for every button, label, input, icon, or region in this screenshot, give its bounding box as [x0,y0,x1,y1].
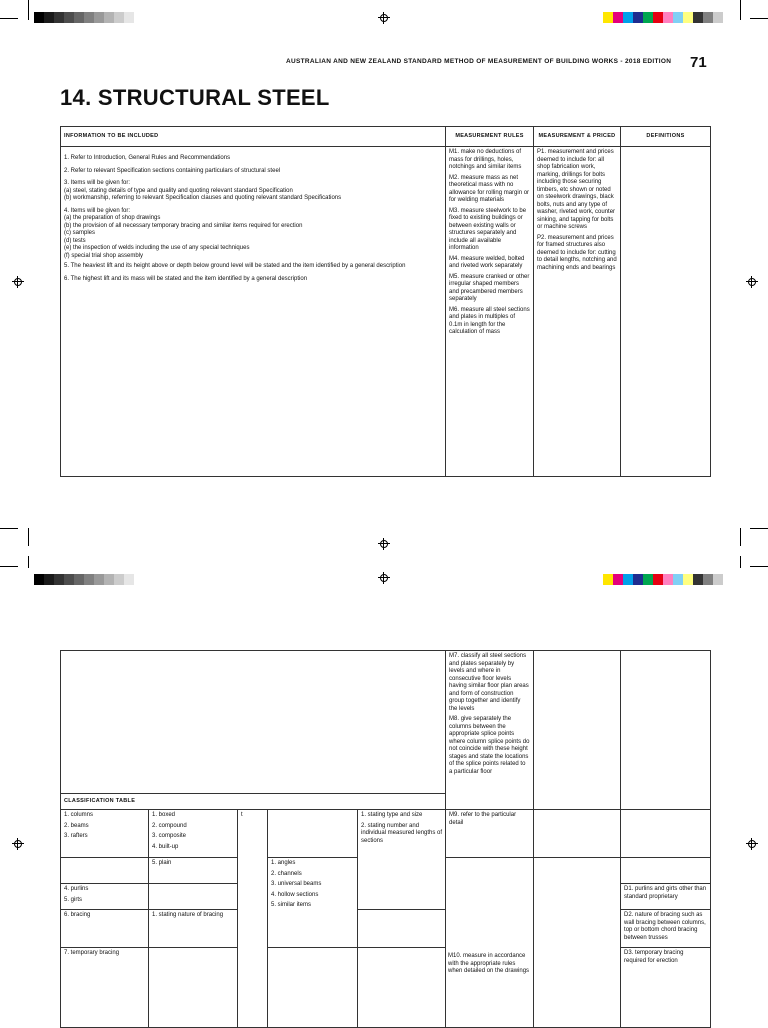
class-item: 4. purlins [64,886,89,892]
priced-p2: P2. measurement and prices for framed structures also deemed to include for: cutting to detail lengths, notching and machining ends and bearings [537,234,617,271]
definition-d2: D2. nature of bracing such as wall bracing between columns, top or bottom chord bracing between trusses [621,910,711,948]
info-line: (a) the preparation of shop drawings [64,215,161,221]
classification-table [60,650,711,1028]
grey-swatch [44,574,54,585]
info-line: 3. Items will be given for: [64,180,131,186]
rule-m10: M10. measure in accordance with the appropriate rules when detailed on the drawings [448,953,530,974]
info-line: (d) tests [64,237,86,244]
colour-swatch [643,12,653,23]
rule-m1: M1. make no deductions of mass for drillings, holes, notchings and similar items [449,149,522,170]
rules-cell [446,147,534,477]
info-line: 6. The highest lift and its mass will be stated and the item identified by a general description [64,275,308,282]
definitions-cell [621,651,711,810]
colour-swatch [683,574,693,585]
info-line: 2. Refer to relevant Specification sections containing particulars of structural steel [64,167,281,174]
rule-m5: M5. measure cranked or other irregular shaped members and precambered members separately [449,273,530,302]
registration-mark-icon [12,838,24,850]
grey-swatch [74,574,84,585]
grey-swatch [84,574,94,585]
colour-swatch [673,12,683,23]
grey-swatch [84,12,94,23]
priced-p1: P1. measurement and prices deemed to include for: all shop fabrication work, marking, drillings for bolts including those securing timbers, etc shown or noted on steelwork drawings, black bolts, nuts and any type of washer, riveted work, counter sinking, and tapping for bolts or machine screws [537,149,616,230]
colour-swatch [623,574,633,585]
class-item: 5. similar items [271,902,312,908]
process-colour-bar-lower [603,574,723,585]
class-col2-cell [149,948,238,1028]
grey-swatch [124,574,134,585]
class-item: 1. stating type and size [361,812,423,818]
classification-table-label: CLASSIFICATION TABLE [61,794,446,810]
registration-mark-icon [378,538,390,550]
rule-m4: M4. measure welded, bolted and riveted work separately [449,255,525,269]
colour-swatch [623,12,633,23]
colour-swatch [693,12,703,23]
colour-swatch [653,12,663,23]
grey-swatch [104,574,114,585]
column-header-priced: MEASUREMENT & PRICED [534,127,621,147]
info-line: (a) steel, stating details of type and quality and quoting relevant standard Specification [64,187,293,194]
class-col4-cell [268,948,358,1028]
class-item: 5. girts [64,896,83,903]
class-item: 4. hollow sections [271,891,319,898]
info-line: (b) workmanship, referring to relevant Specification clauses and quoting relevant standard Specifications [64,195,342,201]
purlins-cell [61,884,149,910]
class-item: 3. rafters [64,833,88,839]
class-item: 2. channels [271,870,302,877]
colour-swatch [703,574,713,585]
crop-mark [28,0,29,20]
registration-mark-icon [746,838,758,850]
colour-swatch [613,12,623,23]
rule-m8: M8. give separately the columns between the appropriate splice points where column splice points do not coincide with these height stages and state the locations of the splice points related to a particular floor [449,716,530,775]
grey-swatch [34,12,44,23]
crop-mark [28,556,29,568]
grey-swatch [44,12,54,23]
column-header-definitions: DEFINITIONS [621,127,711,147]
bracing-detail-cell: 1. stating nature of bracing [149,910,238,948]
crop-mark [750,18,768,19]
colour-swatch [603,12,613,23]
class-item: 2. compound [152,822,187,829]
definition-d3: D3. temporary bracing required for erection [621,948,711,1028]
class-col1-cell [61,858,149,884]
info-line: (c) samples [64,230,96,236]
rule-m7: M7. classify all steel sections and plates separately by levels and where in consecutive floor levels having similar floor plan areas and form of construction group together and identify the levels [449,653,529,712]
info-line: 4. Items will be given for: [64,207,131,214]
colour-swatch [613,574,623,585]
grey-swatch [94,12,104,23]
info-line: 1. Refer to Introduction, General Rules and Recommendations [64,155,231,161]
column-header-info: INFORMATION TO BE INCLUDED [61,127,446,147]
priced-cell [534,810,621,858]
column-header-rules: MEASUREMENT RULES [446,127,534,147]
colour-swatch [683,12,693,23]
class-col4-cell [268,810,358,858]
colour-swatch [653,574,663,585]
class-item: 3. composite [152,833,187,839]
class-col5-cell [358,948,446,1028]
grey-swatch [54,574,64,585]
rule-m9-cell: M9. refer to the particular detail [446,810,534,858]
class-item: 1. columns [64,812,94,818]
priced-blank-cell [534,858,621,1028]
crop-mark [0,566,18,567]
class-item: 2. stating number and individual measured lengths of sections [361,822,443,844]
class-col5-cell [358,810,446,910]
rule-m2: M2. measure mass as net theoretical mass with no allowance for rolling margin or for welding materials [449,174,530,203]
colour-swatch [633,574,643,585]
info-line: 5. The heaviest lift and its height above or depth below ground level will be stated and the item identified by a general description [64,263,406,269]
registration-mark-icon [378,12,390,24]
colour-swatch [713,12,723,23]
definition-d1: D1. purlins and girts other than standard proprietary [621,884,711,910]
registration-mark-icon [746,276,758,288]
colour-swatch [633,12,643,23]
definitions-cell [621,858,711,884]
bracing-cell: 6. bracing [61,910,149,948]
greyscale-colour-bar-top [34,12,134,23]
class-col1-cell [61,810,149,858]
definitions-cell [621,147,711,477]
priced-cell [534,147,621,477]
crop-mark [750,566,768,567]
info-line: (f) special trial shop assembly [64,252,144,259]
page-number: 71 [690,54,707,71]
definitions-cell [621,810,711,858]
class-item: 3. universal beams [271,881,322,887]
colour-swatch [713,574,723,585]
blank-upper-cell [61,651,446,794]
crop-mark [740,528,741,546]
class-item: 1. angles [271,860,296,866]
rule-m6: M6. measure all steel sections and plates in multiples of 0.1m in length for the calculation of mass [449,306,530,335]
crop-mark [0,18,18,19]
grey-swatch [54,12,64,23]
rules-blank-cell [446,858,534,1028]
registration-mark-icon [378,572,390,584]
grey-swatch [104,12,114,23]
colour-swatch [693,574,703,585]
info-line: (e) the inspection of welds including the use of any special techniques [64,245,250,251]
grey-swatch [114,12,124,23]
grey-swatch [124,12,134,23]
crop-mark [0,528,18,529]
rules-m7-m8-cell [446,651,534,810]
class-col2-cell [149,810,238,858]
rule-m3: M3. measure steelwork to be fixed to existing buildings or between existing walls or structures separately and include all available information [449,207,527,251]
greyscale-colour-bar-lower [34,574,134,585]
crop-mark [750,528,768,529]
class-plain-cell: 5. plain [149,858,238,884]
measurement-table-main [60,126,711,477]
colour-swatch [703,12,713,23]
temp-bracing-cell: 7. temporary bracing [61,948,149,1028]
class-col2-cell [149,884,238,910]
grey-swatch [94,574,104,585]
info-cell [61,147,446,477]
running-title: AUSTRALIAN AND NEW ZEALAND STANDARD METHOD OF MEASUREMENT OF BUILDING WORKS - 2018 EDITION [286,58,672,65]
crop-mark [740,0,741,20]
grey-swatch [34,574,44,585]
colour-swatch [663,574,673,585]
colour-swatch [603,574,613,585]
colour-swatch [663,12,673,23]
grey-swatch [64,12,74,23]
grey-swatch [74,12,84,23]
colour-swatch [673,574,683,585]
class-item: 1. boxed [152,812,176,818]
unit-cell: t [238,810,268,1028]
class-item: 2. beams [64,822,89,829]
grey-swatch [64,574,74,585]
section-types-cell [268,858,358,948]
colour-swatch [643,574,653,585]
crop-mark [28,528,29,546]
section-title: 14. STRUCTURAL STEEL [60,85,330,110]
grey-swatch [114,574,124,585]
class-col5-cell [358,910,446,948]
crop-mark [740,556,741,568]
priced-cell [534,651,621,810]
info-line: (b) the provision of all necessary temporary bracing and similar items required for erection [64,222,303,229]
registration-mark-icon [12,276,24,288]
class-item: 4. built-up [152,843,179,850]
process-colour-bar-top [603,12,723,23]
